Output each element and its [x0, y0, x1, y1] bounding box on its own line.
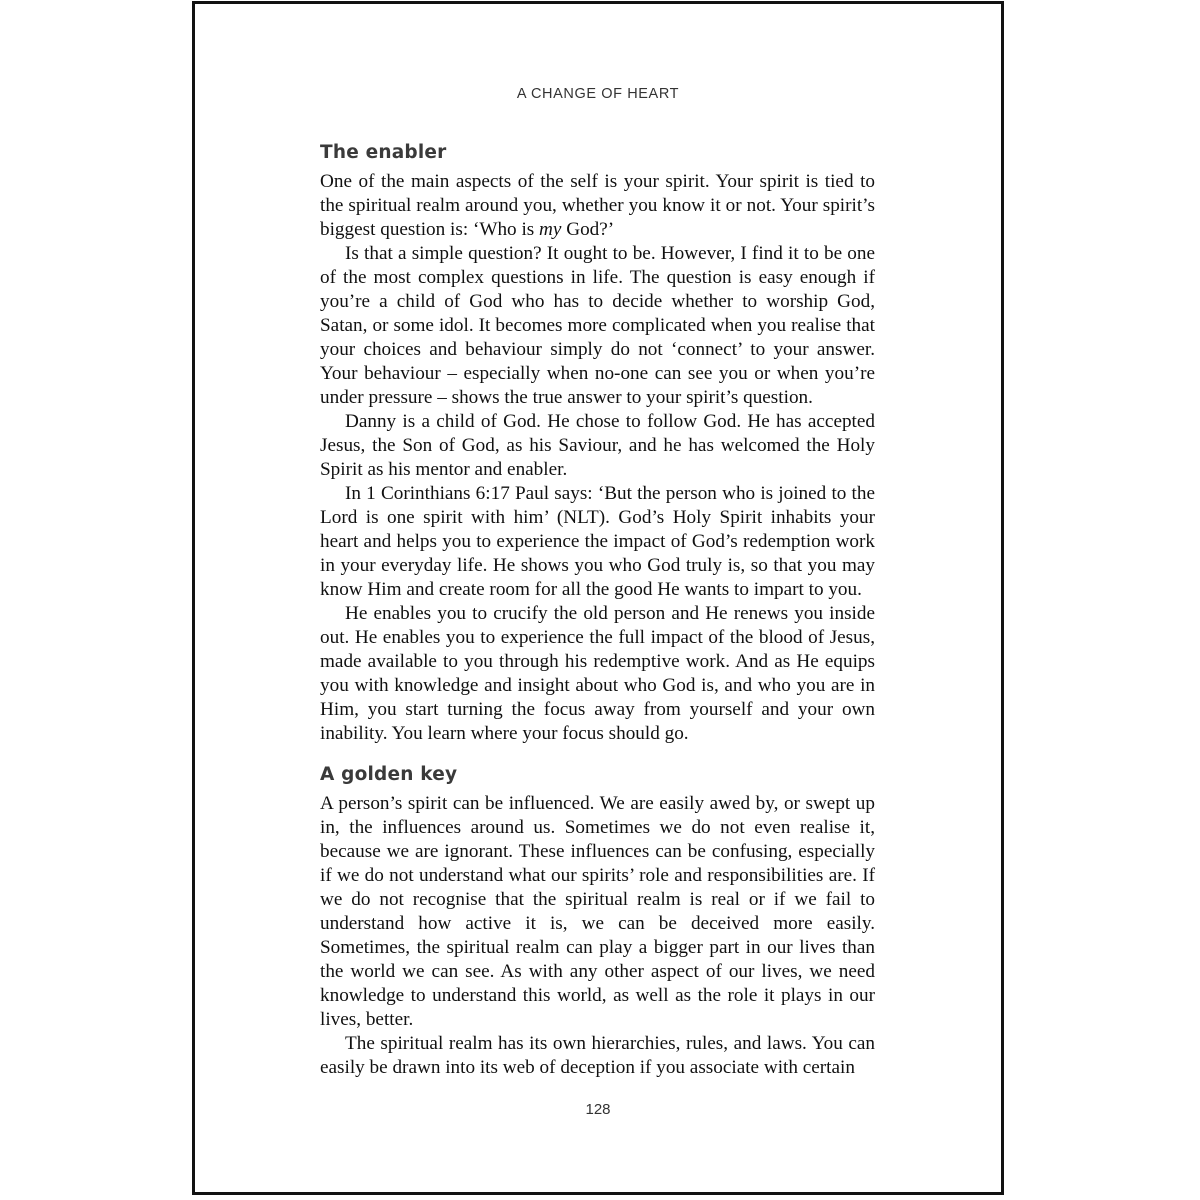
- paragraph: Is that a simple question? It ought to be. However, I find it to be one of the most complex questions in life. The question is easy enough if you’re a child of God who has to decide whether to worship God, Satan, or some idol. It becomes more complicated when you realise that your choices and behaviour simply do not ‘connect’ to your answer. Your behaviour – especially when no-one can see you or when you’re under pressure – shows the true answer to your spirit’s question.: [320, 243, 875, 408]
- page-body: [320, 136, 875, 1080]
- paragraph: The spiritual realm has its own hierarchies, rules, and laws. You can easily be drawn into its web of deception if you associate with certain: [320, 1033, 875, 1078]
- paragraph: A person’s spirit can be influenced. We are easily awed by, or swept up in, the influences around us. Sometimes we do not even realise it, because we are ignorant. These influences can be confusing, especially if we do not understand what our spirits’ role and responsibilities are. If we do not recognise that the spiritual realm is real or if we fail to understand how active it is, we can be deceived more easily. Sometimes, the spiritual realm can play a bigger part in our lives than the world we can see. As with any other aspect of our lives, we need knowledge to understand this world, as well as the role it plays in our lives, better.: [320, 793, 875, 1030]
- running-head: A CHANGE OF HEART: [516, 86, 680, 102]
- page-number: 128: [585, 1101, 611, 1118]
- section-heading-a-golden-key: A golden key: [320, 764, 458, 785]
- paragraph: One of the main aspects of the self is your spirit. Your spirit is tied to the spiritual realm around you, whether you know it or not. Your spirit’s biggest question is: ‘Who is my God?’: [320, 171, 875, 240]
- paragraph: Danny is a child of God. He chose to follow God. He has accepted Jesus, the Son of God, as his Saviour, and he has welcomed the Holy Spirit as his mentor and enabler.: [320, 411, 875, 480]
- paragraph: He enables you to crucify the old person and He renews you inside out. He enables you to experience the full impact of the blood of Jesus, made available to you through his redemptive work. And as He equips you with knowledge and insight about who God is, and who you are in Him, you start turning the focus away from yourself and your own inability. You learn where your focus should go.: [320, 603, 875, 744]
- book-page: [192, 1, 1004, 1195]
- section-heading-the-enabler: The enabler: [320, 142, 447, 163]
- paragraph: In 1 Corinthians 6:17 Paul says: ‘But the person who is joined to the Lord is one spirit with him’ (NLT). God’s Holy Spirit inhabits your heart and helps you to experience the impact of God’s redemption work in your everyday life. He shows you who God truly is, so that you may know Him and create room for all the good He wants to impart to you.: [320, 483, 875, 600]
